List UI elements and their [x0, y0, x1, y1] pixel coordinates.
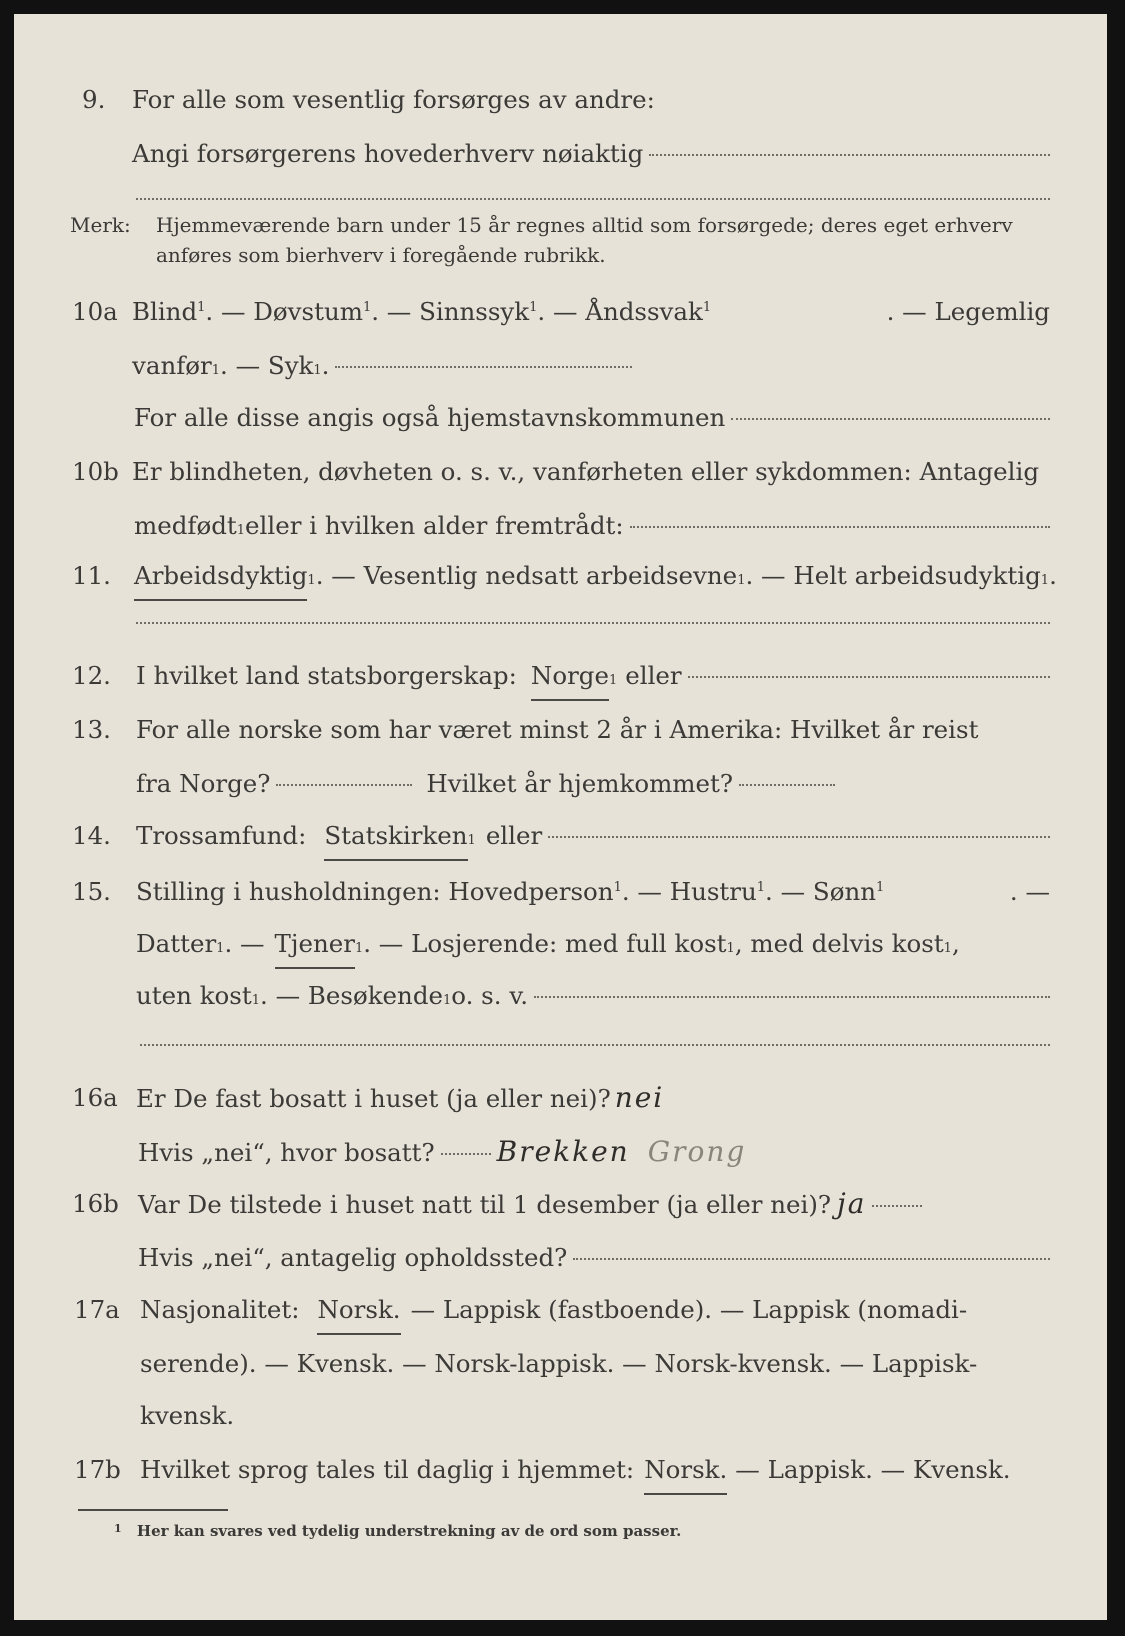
- option-losjerende-full[interactable]: . — Losjerende: med full kost: [363, 929, 727, 958]
- handwritten-answer-ja: ja: [837, 1187, 867, 1220]
- option-andssvak[interactable]: . — Åndssvak: [537, 297, 703, 326]
- section-13-text: For alle norske som har været minst 2 år i Amerika: Hvilket år reist: [136, 715, 979, 744]
- option-nedsatt[interactable]: . — Vesentlig nedsatt arbeidsevne: [315, 561, 738, 590]
- section-12-number: 12.: [72, 661, 111, 690]
- section-17a-number: 17a: [74, 1295, 120, 1324]
- section-16a-hvor: Hvis „nei“, hvor bosatt?: [138, 1138, 435, 1167]
- section-15-line3: uten kost 1 . — Besøkende 1 o. s. v.: [14, 974, 1107, 1018]
- section-9-line2: [14, 132, 1107, 176]
- section-16b-line1: [14, 1182, 1107, 1226]
- section-16b-number: 16b: [72, 1189, 119, 1218]
- section-17a-question: Nasjonalitet:: [140, 1295, 300, 1324]
- section-9-text: For alle som vesentlig forsørges av andre:: [132, 85, 655, 114]
- answer-line-extra[interactable]: [136, 198, 1050, 200]
- section-16a-question: Er De fast bosatt i huset (ja eller nei)?: [136, 1084, 611, 1113]
- section-16b-line2: [14, 1236, 1107, 1280]
- option-uten-kost[interactable]: uten kost: [136, 981, 252, 1010]
- section-16b-question: Var De tilstede i huset natt til 1 desember (ja eller nei)?: [138, 1190, 832, 1219]
- answer-line-hjemkommet[interactable]: [739, 784, 835, 786]
- section-17b-question: Hvilket sprog tales til daglig i hjemmet:: [140, 1455, 635, 1484]
- section-13-line2: [14, 762, 1107, 806]
- section-16a-line2: [14, 1130, 1107, 1174]
- section-17a-line3: [14, 1394, 1107, 1438]
- section-17a-line1: 17a Nasjonalitet: Norsk. — Lappisk (fastboende). — Lappisk (nomadi-: [14, 1288, 1107, 1332]
- section-17a-line2: [14, 1342, 1107, 1386]
- section-9-number: 9.: [82, 85, 106, 114]
- option-medfodt[interactable]: medfødt: [134, 511, 237, 540]
- footnote-text: Her kan svares ved tydelig understrekning av de ord som passer.: [136, 1522, 682, 1540]
- answer-line-reist[interactable]: [276, 784, 412, 786]
- section-15-line2: Datter 1 . — Tjener 1 . — Losjerende: med full kost 1 , med delvis kost 1 ,: [14, 922, 1107, 966]
- option-vanfor[interactable]: vanfør: [132, 351, 212, 380]
- section-10a-line1: 10a Blind$^1$. — Døvstum$^1$. — Sinnssyk$^1$. — Åndssvak$^1$ . — Legemlig: [14, 290, 1107, 334]
- option-syk[interactable]: . — Syk: [220, 351, 314, 380]
- census-form-page: [14, 14, 1107, 1620]
- section-16a-number: 16a: [72, 1083, 118, 1112]
- section-9-question: Angi forsørgerens hovederhverv nøiaktig: [132, 139, 644, 168]
- answer-line[interactable]: [688, 676, 1050, 678]
- section-11-number: 11.: [72, 561, 111, 590]
- section-10a-number: 10a: [72, 297, 118, 326]
- answer-line[interactable]: [649, 154, 1050, 156]
- section-10b-number: 10b: [72, 457, 119, 486]
- option-statskirken[interactable]: Statskirken: [324, 814, 467, 861]
- option-sinnssyk[interactable]: . — Sinnssyk: [371, 297, 530, 326]
- footnote: $^1$ Her kan svares ved tydelig understrekning av de ord som passer.: [114, 1522, 682, 1540]
- section-15-line1: 15. Stilling i husholdningen: Hovedperson$^1$. — Hustru$^1$. — Sønn$^1$ . —: [14, 870, 1107, 914]
- merk-text-2: anføres som bierhverv i foregående rubrikk.: [156, 243, 606, 267]
- merk-line2: [14, 240, 1107, 270]
- section-14-question: Trossamfund:: [136, 821, 307, 850]
- section-17a-options-end: kvensk.: [140, 1401, 235, 1430]
- section-17a-options: serende). — Kvensk. — Norsk-lappisk. — Norsk-kvensk. — Lappisk-: [140, 1349, 978, 1378]
- section-10b-text: Er blindheten, døvheten o. s. v., vanførheten eller sykdommen: Antagelig: [132, 457, 1040, 486]
- option-dovstum[interactable]: . — Døvstum: [205, 297, 363, 326]
- option-hustru[interactable]: . — Hustru: [621, 877, 757, 906]
- option-arbeidsdyktig[interactable]: Arbeidsdyktig: [134, 554, 307, 601]
- option-blind[interactable]: Blind: [132, 297, 198, 326]
- section-16b-opholdssted: Hvis „nei“, antagelig opholdssted?: [138, 1243, 568, 1272]
- option-legemlig[interactable]: . — Legemlig: [886, 297, 1050, 326]
- section-13-hjemkommet: Hvilket år hjemkommet?: [426, 769, 734, 798]
- section-10a-question: For alle disse angis også hjemstavnskommunen: [134, 403, 726, 432]
- answer-line-extra[interactable]: [140, 1044, 1050, 1046]
- section-9-line1: [14, 78, 1107, 122]
- merk-text-1: Hjemmeværende barn under 15 år regnes alltid som forsørgede; deres eget erhverv: [156, 213, 1013, 237]
- section-10a-line3: [14, 396, 1107, 440]
- section-12-line: 12. I hvilket land statsborgerskap: Norge 1 eller: [14, 654, 1107, 698]
- option-besokende[interactable]: . — Besøkende: [260, 981, 443, 1010]
- section-10b-line1: [14, 450, 1107, 494]
- answer-line[interactable]: [573, 1258, 1050, 1260]
- option-norsk[interactable]: Norsk.: [317, 1288, 400, 1335]
- option-tjener[interactable]: Tjener: [275, 922, 355, 969]
- section-14-number: 14.: [72, 821, 111, 850]
- section-16a-line1: [14, 1076, 1107, 1120]
- section-17b-line: 17b Hvilket sprog tales til daglig i hjemmet: Norsk. — Lappisk. — Kvensk.: [14, 1448, 1107, 1492]
- answer-line[interactable]: [534, 996, 1050, 998]
- option-norge[interactable]: Norge: [531, 654, 609, 701]
- answer-line[interactable]: [548, 836, 1050, 838]
- answer-line-extra[interactable]: [136, 622, 1050, 624]
- handwritten-answer-place: Brekken: [496, 1135, 630, 1168]
- section-11-line1: 11. Arbeidsdyktig 1 . — Vesentlig nedsatt arbeidsevne 1 . — Helt arbeidsudyktig 1 .: [14, 554, 1107, 598]
- option-arbeidsudyktig[interactable]: . — Helt arbeidsudyktig: [745, 561, 1041, 590]
- section-13-reist: fra Norge?: [136, 769, 271, 798]
- option-hovedperson[interactable]: Stilling i husholdningen: Hovedperson: [136, 877, 614, 906]
- option-norsk-sprog[interactable]: Norsk.: [644, 1448, 727, 1495]
- section-14-line: 14. Trossamfund: Statskirken 1 eller: [14, 814, 1107, 858]
- merk-label: Merk:: [70, 213, 131, 237]
- option-sonn[interactable]: . — Sønn: [765, 877, 877, 906]
- answer-line[interactable]: [335, 366, 632, 368]
- section-17b-number: 17b: [74, 1455, 121, 1484]
- section-10b-line2: medfødt 1 eller i hvilken alder fremtrådt:: [14, 504, 1107, 548]
- handwritten-answer-place-faint: Grong: [647, 1135, 747, 1168]
- option-delvis-kost[interactable]: , med delvis kost: [734, 929, 944, 958]
- section-10a-line2: vanfør 1 . — Syk 1 .: [14, 344, 1107, 388]
- answer-line[interactable]: [630, 526, 1050, 528]
- section-13-line1: [14, 708, 1107, 752]
- footnote-rule: [78, 1509, 228, 1511]
- option-datter[interactable]: Datter: [136, 929, 217, 958]
- merk-line1: [14, 210, 1107, 240]
- answer-line[interactable]: [731, 418, 1050, 420]
- handwritten-answer-nei: nei: [614, 1081, 665, 1114]
- section-13-number: 13.: [72, 715, 111, 744]
- section-15-number: 15.: [72, 877, 111, 906]
- section-12-question: I hvilket land statsborgerskap:: [136, 661, 517, 690]
